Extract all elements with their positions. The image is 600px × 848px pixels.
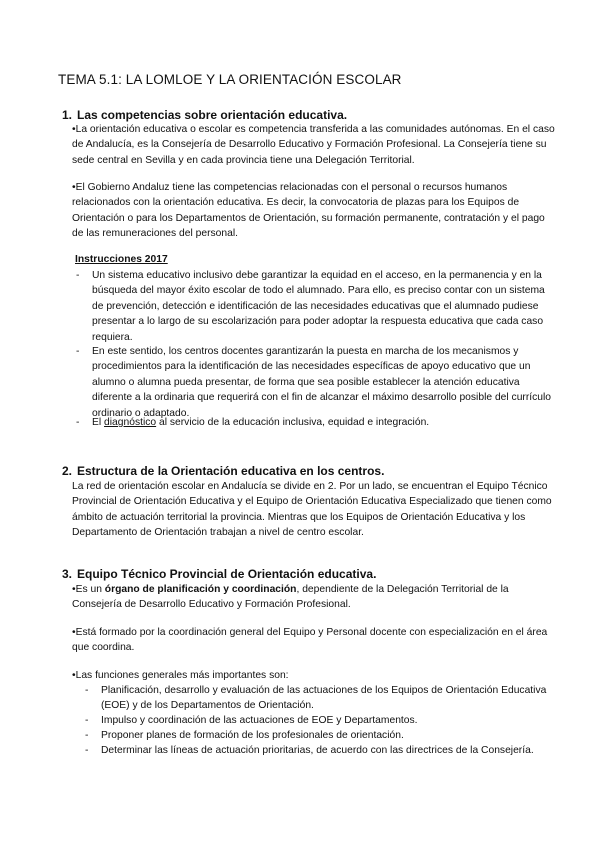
list-item [76,415,555,430]
list-item-text: Proponer planes de formación de los profesionales de orientación. [101,730,404,741]
section-1-number: 1. [62,108,73,122]
section-2-heading [62,464,384,478]
list-item-text: Un sistema educativo inclusivo debe garantizar la equidad en el acceso, en la permanencia y en la búsqueda del mayor éxito escolar de todo el alumnado. Para ello, es preciso contar con un sistema de prevención, detección e identificación de las necesidades educativas que el alumnado pudiese presentar a lo largo de su escolarización para poder adoptar la respuesta educativa que cada caso requiera. [92,270,545,343]
list-item-text: Impulso y coordinación de las actuaciones de EOE y Departamentos. [101,715,418,726]
list-dash: - [76,346,80,357]
section-2-number: 2. [62,464,73,478]
list-item [76,344,555,421]
list-item-text: En este sentido, los centros docentes garantizarán la puesta en marcha de los mecanismos y procedimientos para la identificación de las necesidades específicas de apoyo educativo que un alumno o alumna pueda presentar, de forma que sea posible establecer la atención educativa diferente a la ordinaria que requerirá con el fin de alcanzar el máximo desarrollo posible del currículo ordinario o adaptado. [92,346,552,419]
list-item-text: El [92,417,105,428]
list-dash: - [85,745,89,756]
list-item-text: al servicio de la educación inclusiva, equidad e integración. [156,417,430,428]
section-1-heading [62,108,347,122]
diagnostico-link: diagnóstico [104,417,157,428]
section-3-paragraph-1 [72,582,556,613]
list-item [85,713,555,728]
document-title: TEMA 5.1: LA LOMLOE Y LA ORIENTACIÓN ESCOLAR [58,72,402,87]
list-dash: - [85,715,89,726]
section-2-heading-text: Estructura de la Orientación educativa en los centros. [77,464,385,478]
paragraph-text: •Es un [72,584,105,595]
instrucciones-subheading: Instrucciones 2017 [75,254,168,265]
list-dash: - [76,417,80,428]
section-1-paragraph-1: •La orientación educativa o escolar es competencia transferida a las comunidades autónomas. En el caso de Andalucía, es la Consejería de Desarrollo Educativo y Formación Profesional. La Consejería tiene su sede central en Sevilla y en cada provincia tiene una Delegación Territorial. [72,124,555,166]
bold-phrase: órgano de planificación y coordinación [104,584,297,595]
list-dash: - [85,730,89,741]
list-dash: - [85,685,89,696]
list-item [76,268,555,345]
list-item [85,743,555,758]
section-2-paragraph: La red de orientación escolar en Andalucía se divide en 2. Por un lado, se encuentran el Equipo Técnico Provincial de Orientación Educativa y el Equipo de Orientación Educativa Especializado que tienen como ámbito de actuación territorial la provincia. Mientras que los Equipos de Orientación Educativa y los Departamento de Orientación trabajan a nivel de centro escolar. [72,481,552,539]
section-3-paragraph-2: •Está formado por la coordinación general del Equipo y Personal docente con especialización en el área que coordina. [72,627,548,654]
list-item [85,683,555,714]
section-3-heading [62,567,376,581]
section-3-heading-text: Equipo Técnico Provincial de Orientación educativa. [77,567,377,581]
section-3-paragraph-3: •Las funciones generales más importantes son: [72,670,289,681]
section-3-number: 3. [62,567,73,581]
paragraph-text: , dependiente de la Delegación Territorial de la Consejería de Desarrollo Educativo y Formación Profesional. [72,584,509,611]
list-item-text: Planificación, desarrollo y evaluación de las actuaciones de los Equipos de Orientación Educativa (EOE) y de los Departamentos de Orientación. [101,685,547,712]
section-1-heading-text: Las competencias sobre orientación educativa. [77,108,348,122]
list-item-text: Determinar las líneas de actuación prioritarias, de acuerdo con las directrices de la Consejería. [101,745,534,756]
section-1-paragraph-2: •El Gobierno Andaluz tiene las competencias relacionadas con el personal o recursos humanos relacionados con la orientación educativa. Es decir, la convocatoria de plazas para los Equipos de Orientación o para los Departamentos de Orientación, su formación permanente, contratación y el pago de las remuneraciones del personal. [72,182,545,240]
list-dash: - [76,270,80,281]
list-item [85,728,555,743]
